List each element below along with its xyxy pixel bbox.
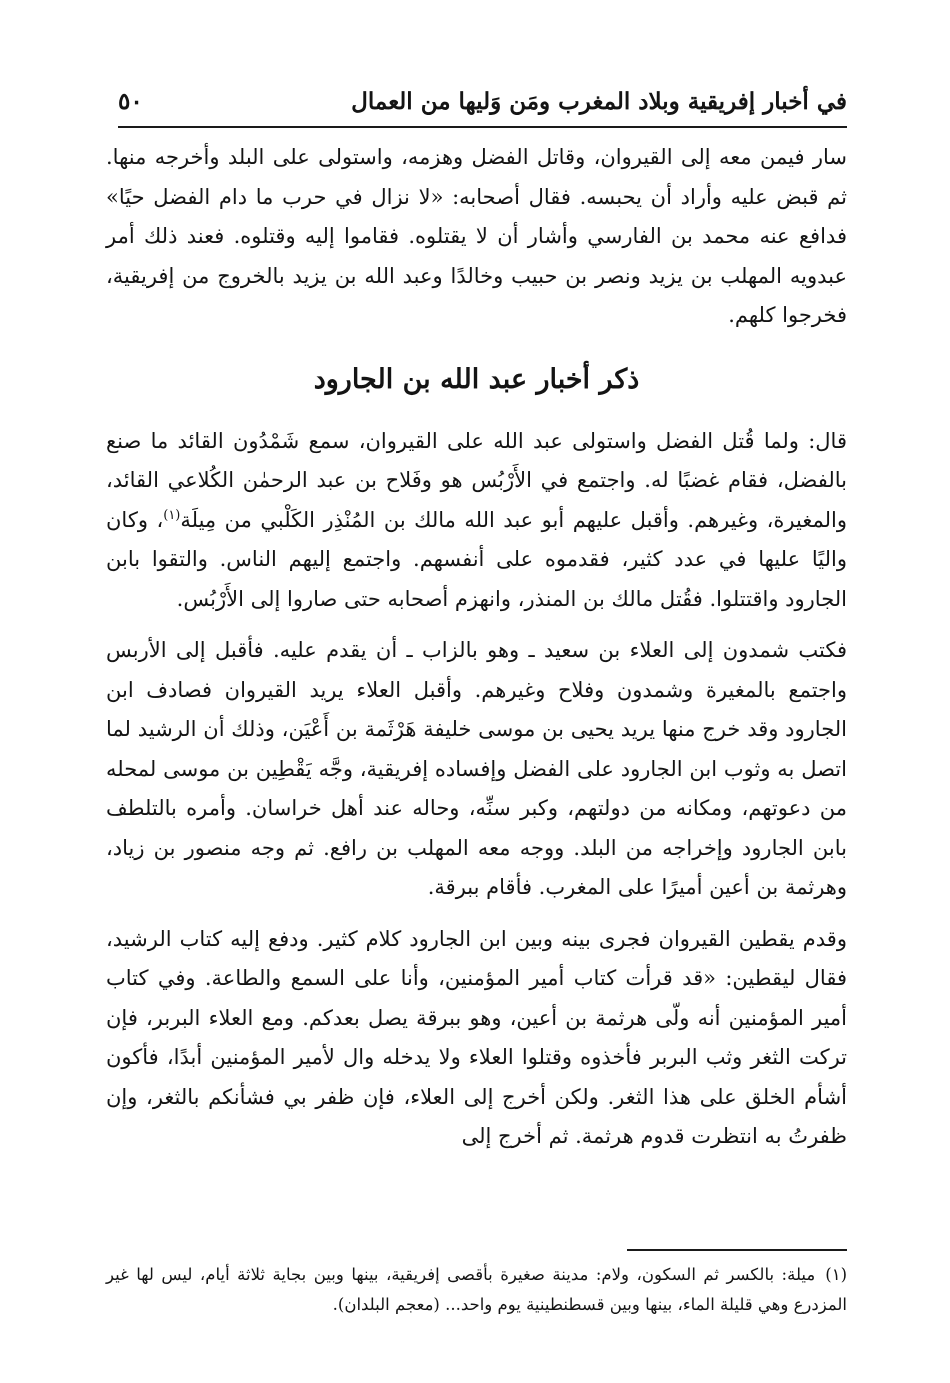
paragraph-4: وقدم يقطين القيروان فجرى بينه وبين ابن الجارود كلام كثير. ودفع إليه كتاب الرشيد، فقال ليقطين: «قد قرأت كتاب أمير المؤمنين، وأنا على السمع والطاعة. وفي كتاب أمير المؤمنين أنه ولّى هرثمة بن أعين، وهو ببرقة يصل بعدكم. ومع العلاء البربر، فإن تركت الثغر وثب البربر فأخذوه وقتلوا العلاء ولا يدخله وال لأمير المؤمنين أبدًا، فأكون أشأم الخلق على هذا الثغر. ولكن أخرج إلى العلاء، فإن ظفر بي فشأنكم بالثغر، وإن ظفرتُ به انتظرت قدوم هرثمة. ثم أخرج إلى [106, 926, 847, 1148]
footnote-text: ميلة: بالكسر ثم السكون، ولام: مدينة صغيرة بأقصى إفريقية، بينها وبين بجاية ثلاثة أيام، ليس لها غير المزدرع وهي قليلة الماء، بينها وبين قسطنطينية يوم واحد... (معجم البلدان). [106, 1265, 847, 1314]
paragraph-2-part-1: قال: ولما قُتل الفضل واستولى عبد الله على القيروان، سمع شَمْدُون القائد ما صنع بالفضل، فقام غضبًا له. واجتمع في الأَرْبُس هو وفَلاح بن عبد الرحمٰن الكُلاعي القائد، والمغيرة، وغيرهم. وأقبل عليهم أبو عبد الله مالك بن المُنْذِر الكَلْبي من مِيلَة [106, 428, 848, 532]
section-heading: ذكر أخبار عبد الله بن الجارود [313, 363, 640, 395]
footnote-marker: (١) [825, 1265, 847, 1284]
paragraph-2 [106, 422, 847, 620]
paragraph-2-part-2: ، وكان واليًا عليها في عدد كثير، فقدموه على أنفسهم. واجتمع إليهم الناس. والتقوا بابن الجارود واقتتلوا. فقُتل مالك بن المنذر، وانهزم أصحابه حتى صاروا إلى الأَرْبُس. [106, 507, 847, 611]
running-title: في أخبار إفريقية وبلاد المغرب ومَن وَليها من العمال [351, 88, 847, 115]
footnote-reference[interactable]: (١) [163, 507, 181, 523]
running-header [118, 86, 847, 128]
footnote-divider [627, 1249, 847, 1251]
paragraph-1: سار فيمن معه إلى القيروان، وقاتل الفضل وهزمه، واستولى على البلد وأخرجه منها. ثم قبض عليه وأراد أن يحبسه. فقال أصحابه: «لا نزال في حرب ما دام الفضل حيًا» فدافع عنه محمد بن الفارسي وأشار أن لا يقتلوه. فقاموا إليه وقتلوه. فعند ذلك أمر عبدويه المهلب بن يزيد ونصر بن حبيب وخالدًا وعبد الله بن يزيد بالخروج من إفريقية، فخرجوا كلهم. [106, 145, 847, 327]
footnotes [106, 1260, 847, 1320]
page-number: ٥٠ [118, 88, 143, 115]
paragraph-3: فكتب شمدون إلى العلاء بن سعيد ـ وهو بالزاب ـ أن يقدم عليه. فأقبل إلى الأربس واجتمع بالمغيرة وشمدون وفلاح وغيرهم. وأقبل العلاء يريد القيروان فصادف ابن الجارود وقد خرج منها يريد يحيى بن موسى خليفة هَرْثَمة بن أَعْيَن، وذلك أن الرشيد لما اتصل به وثوب ابن الجارود على الفضل وإفساده إفريقية، وجَّه يَقْطِين بن موسى لمحله من دعوتهم، ومكانه من دولتهم، وكبر سنِّه، وحاله عند أهل خراسان. وأمره بالتلطف بابن الجارود وإخراجه من البلد. ووجه معه المهلب بن رافع. ثم وجه منصور بن زياد، وهرثمة بن أعين أميرًا على المغرب. فأقام ببرقة. [106, 638, 847, 899]
body-text [106, 138, 847, 1157]
